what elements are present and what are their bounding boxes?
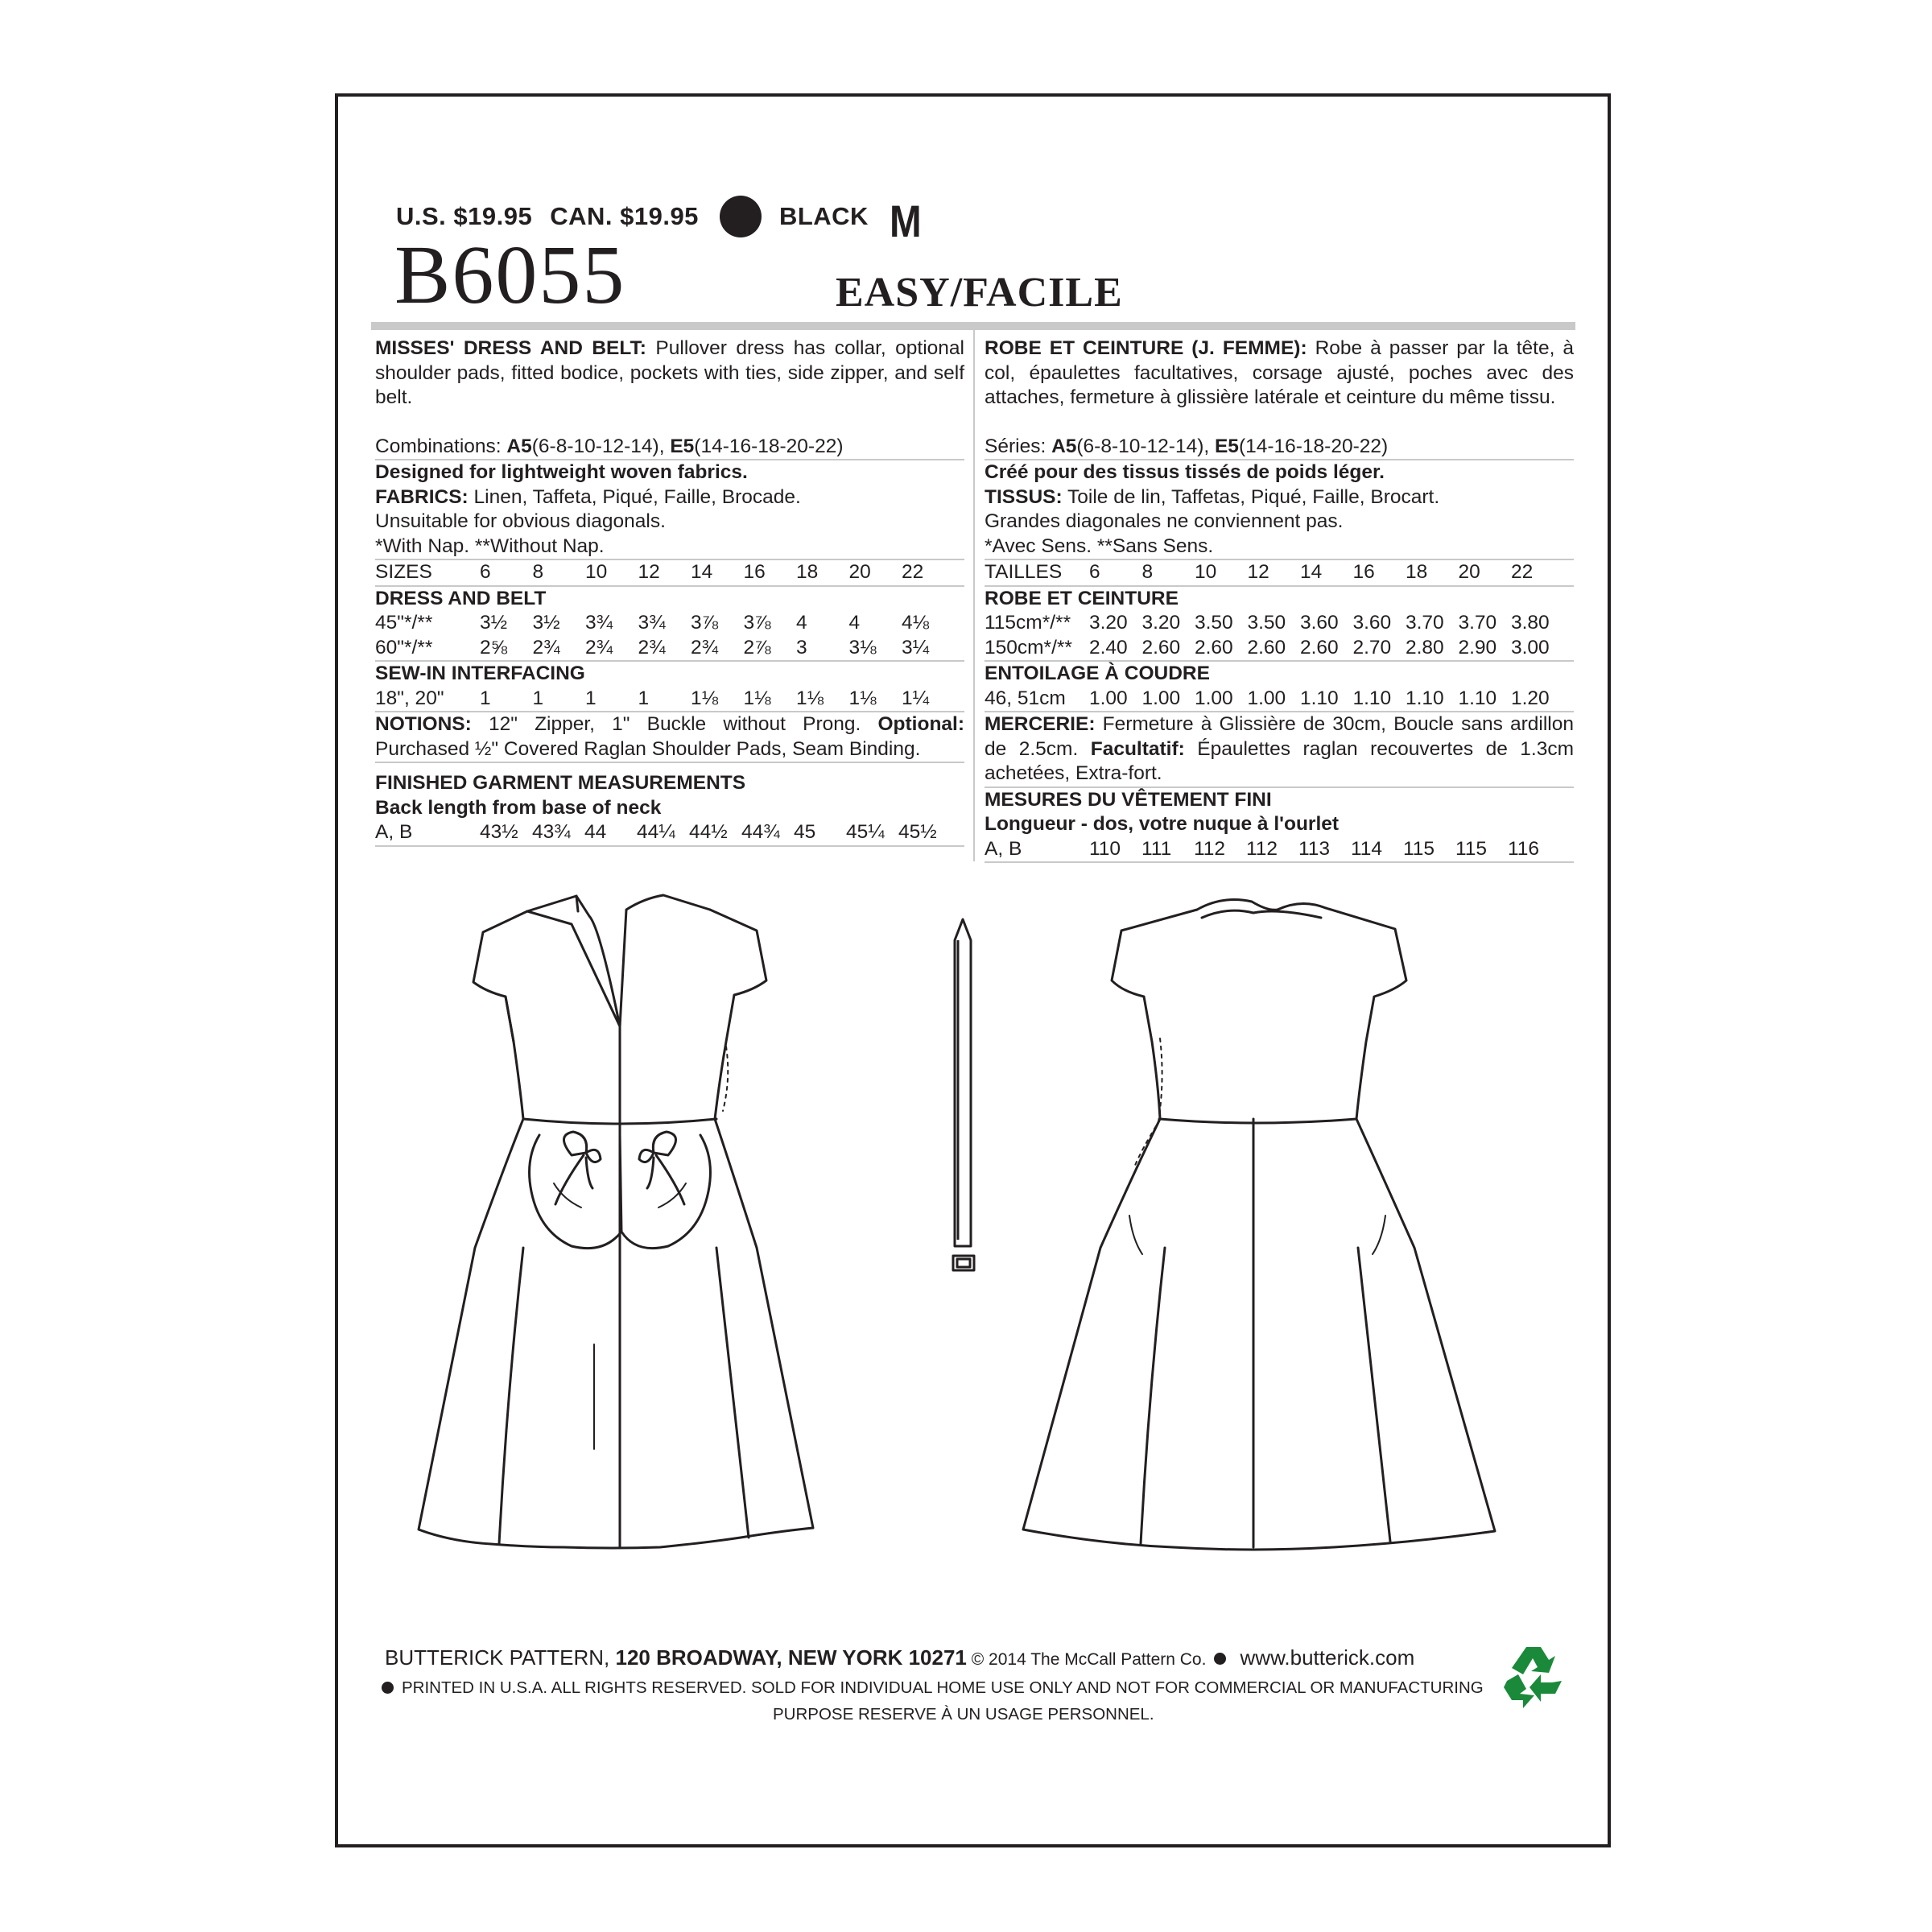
table-row: 45"*/** 3½ 3½ 3¾ 3¾ 3⅞ 3⅞ 4 4 4⅛ <box>375 612 930 634</box>
french-column <box>985 336 1574 863</box>
dress-front-illustration <box>402 894 821 1578</box>
bullet-icon <box>1214 1653 1226 1665</box>
back-length-label: Longueur - dos, votre nuque à l'ourlet <box>985 813 1340 835</box>
section-interfacing: SEW-IN INTERFACING <box>375 663 585 684</box>
size-code: M <box>890 196 922 246</box>
fabrics: TISSUS: Toile de lin, Taffetas, Piqué, Faille, Brocart. <box>985 485 1440 508</box>
dress-back-illustration <box>1012 894 1503 1578</box>
nap-note: *With Nap. **Without Nap. <box>375 535 964 561</box>
footer-company-line: BUTTERICK PATTERN, 120 BROADWAY, NEW YORK 10271 © 2014 The McCall Pattern Co. www.butterick.com <box>385 1645 1415 1670</box>
color-dot-icon <box>720 196 762 237</box>
section-dress: ROBE ET CEINTURE <box>985 587 1179 609</box>
notions: MERCERIE: Fermeture à Glissière de 30cm, Boucle sans ardillon de 2.5cm. Facultatif: Épaulettes raglan recouvertes de 1.3cm achetées, Extra-fort. <box>985 712 1574 788</box>
sizes-row: TAILLES 6 8 10 12 14 16 18 20 22 <box>985 560 1574 587</box>
combinations: Séries: A5(6-8-10-12-14), E5(14-16-18-20-22) <box>985 435 1574 461</box>
footer-purpose: PURPOSE RESERVE À UN USAGE PERSONNEL. <box>773 1705 1154 1724</box>
footer-rights: PRINTED IN U.S.A. ALL RIGHTS RESERVED. SOLD FOR INDIVIDUAL HOME USE ONLY AND NOT FOR COMMERCIAL OR MANUFACTURING <box>378 1678 1484 1698</box>
color-label: BLACK <box>778 202 869 230</box>
combinations: Combinations: A5(6-8-10-12-14), E5(14-16-18-20-22) <box>375 435 964 461</box>
table-row: 60"*/** 2⅝ 2¾ 2¾ 2¾ 2¾ 2⅞ 3 3⅛ 3¼ <box>375 636 964 663</box>
column-divider <box>973 330 975 861</box>
difficulty-label: EASY/FACILE <box>836 270 1123 316</box>
fabrics: FABRICS: Linen, Taffeta, Piqué, Faille, Brocade. <box>375 485 801 508</box>
designed-for: Designed for lightweight woven fabrics. <box>375 461 748 483</box>
notions: NOTIONS: 12" Zipper, 1" Buckle without Prong. Optional: Purchased ½" Covered Raglan Shoulder Pads, Seam Binding. <box>375 712 964 763</box>
table-row: 46, 51cm 1.00 1.00 1.00 1.00 1.10 1.10 1.10 1.10 1.20 <box>985 687 1574 713</box>
price-can: CAN. $19.95 <box>550 202 699 230</box>
table-row: A, B 110 111 112 112 113 114 115 115 116 <box>985 837 1574 864</box>
english-column <box>375 336 964 847</box>
sizes-row: SIZES 6 8 10 12 14 16 18 20 22 <box>375 560 964 587</box>
price-us: U.S. $19.95 <box>396 202 533 230</box>
table-row: 18", 20" 1 1 1 1 1⅛ 1⅛ 1⅛ 1⅛ 1¼ <box>375 687 964 713</box>
table-row: 115cm*/** 3.20 3.20 3.50 3.50 3.60 3.60 3.70 3.70 3.80 <box>985 612 1550 634</box>
nap-note: *Avec Sens. **Sans Sens. <box>985 535 1574 561</box>
description: ROBE ET CEINTURE (J. FEMME): Robe à passer par la tête, à col, épaulettes facultatives, corsage ajusté, poches avec des attaches, fermeture à glissière latérale et ceinture du même tissu. <box>985 337 1574 408</box>
designed-for: Créé pour des tissus tissés de poids léger. <box>985 461 1385 483</box>
table-row: 150cm*/** 2.40 2.60 2.60 2.60 2.60 2.70 2.80 2.90 3.00 <box>985 636 1574 663</box>
belt-illustration <box>947 918 979 1272</box>
unsuitable-note: Grandes diagonales ne conviennent pas. <box>985 510 1344 532</box>
table-row: A, B 43½ 43¾ 44 44¼ 44½ 44¾ 45 45¼ 45½ <box>375 820 964 847</box>
header-rule <box>371 322 1575 330</box>
website-link[interactable]: www.butterick.com <box>1234 1645 1415 1670</box>
finished-measurements-title: MESURES DU VÊTEMENT FINI <box>985 788 1272 811</box>
bullet-icon <box>382 1682 394 1694</box>
back-length-label: Back length from base of neck <box>375 796 662 819</box>
description: MISSES' DRESS AND BELT: Pullover dress has collar, optional shoulder pads, fitted bodice, pockets with ties, side zipper, and self belt. <box>375 337 964 408</box>
finished-measurements-title: FINISHED GARMENT MEASUREMENTS <box>375 772 746 794</box>
unsuitable-note: Unsuitable for obvious diagonals. <box>375 510 666 532</box>
recycle-icon <box>1499 1642 1568 1711</box>
pattern-number: B6055 <box>394 229 626 321</box>
section-interfacing: ENTOILAGE À COUDRE <box>985 663 1210 684</box>
section-dress: DRESS AND BELT <box>375 587 547 609</box>
